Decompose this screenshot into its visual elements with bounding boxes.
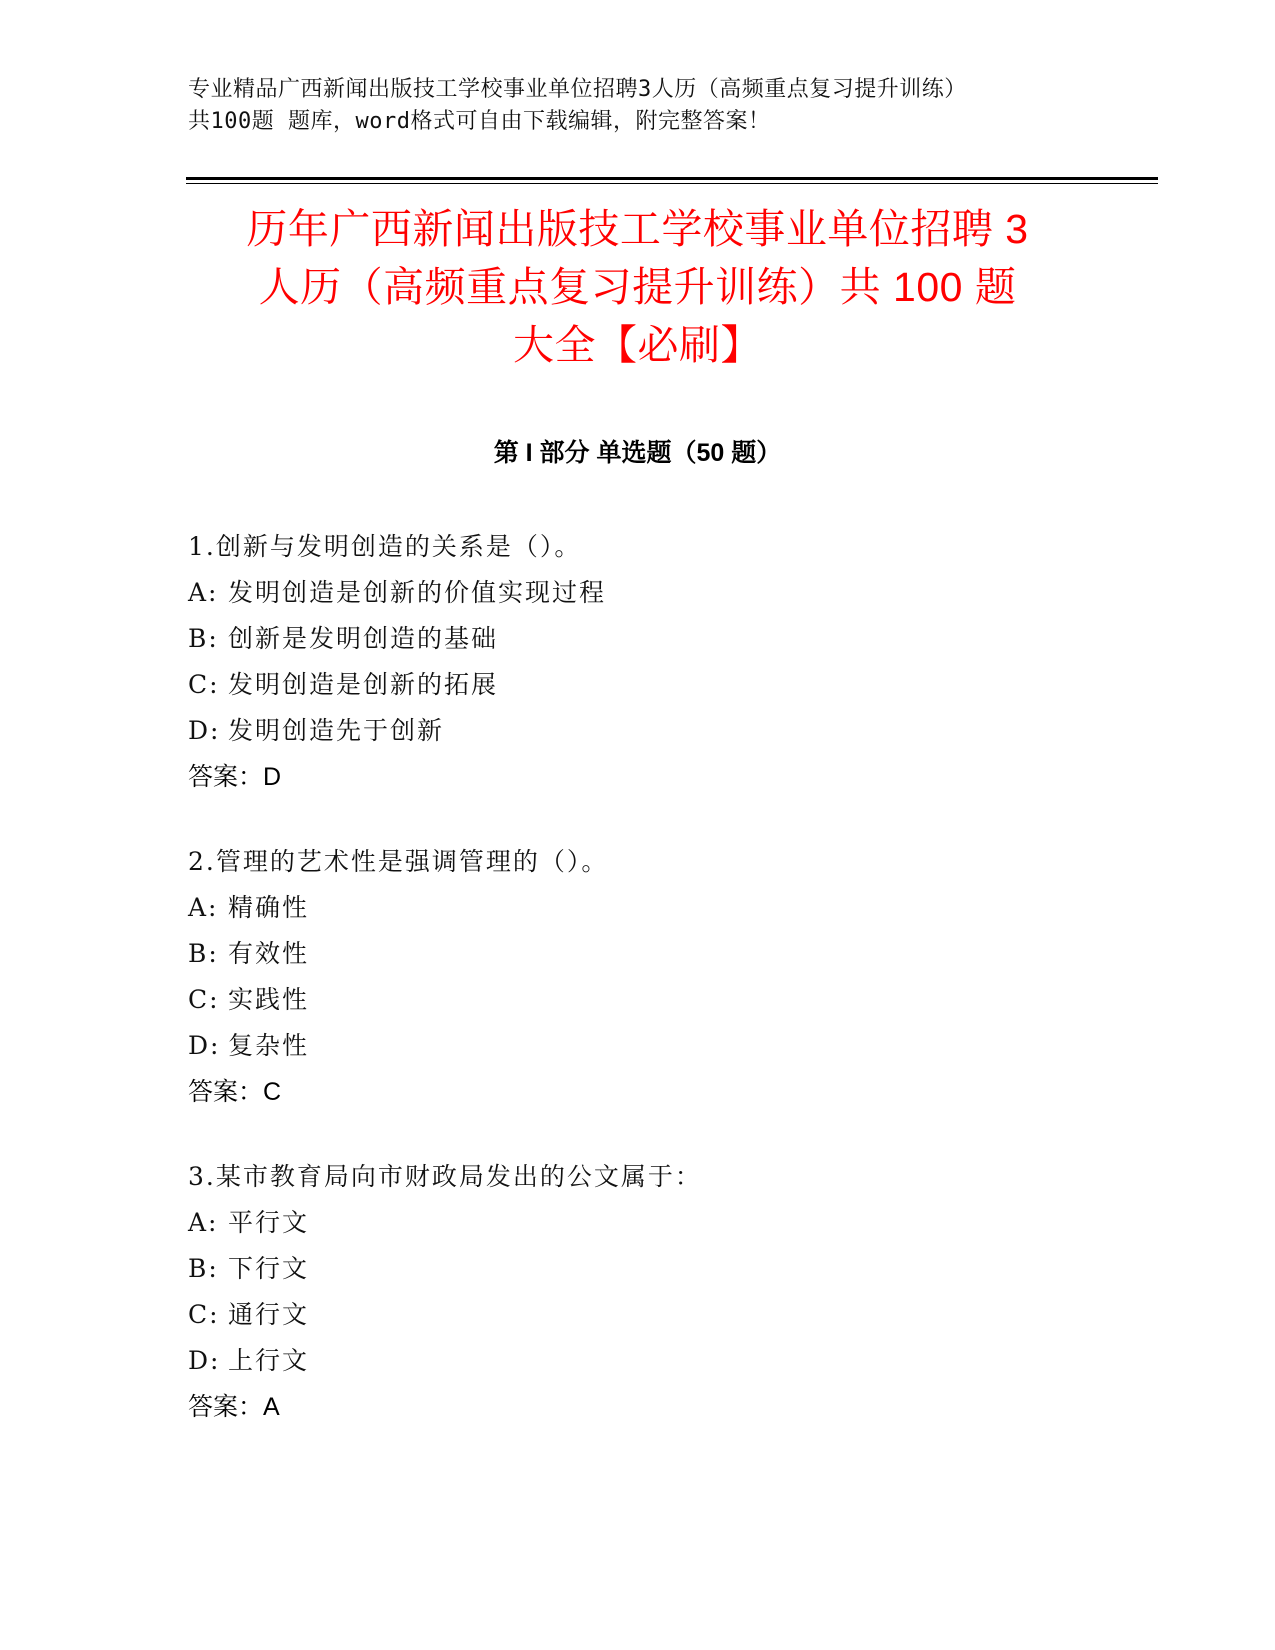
option-key: B: <box>188 1254 219 1283</box>
option-key: C: <box>188 670 220 699</box>
option-text: 发明创造先于创新 <box>228 716 445 745</box>
question-stem: 3.某市教育局向市财政局发出的公文属于： <box>188 1162 702 1191</box>
option-d <box>188 1338 1108 1384</box>
option-b <box>188 931 1108 977</box>
document-title-line-1: 历年广西新闻出版技工学校事业单位招聘 3 <box>246 206 1029 252</box>
option-key: C: <box>188 985 220 1014</box>
option-a <box>188 570 1108 616</box>
option-key: B: <box>188 624 219 653</box>
document-title <box>160 200 1115 374</box>
option-text: 发明创造是创新的价值实现过程 <box>228 578 607 607</box>
option-text: 发明创造是创新的拓展 <box>228 670 499 699</box>
question-3 <box>188 1154 1108 1430</box>
answer-line: 答案：C <box>188 1078 282 1106</box>
option-text: 精确性 <box>228 893 310 922</box>
question-1 <box>188 524 1108 800</box>
question-stem: 2.管理的艺术性是强调管理的（）。 <box>188 847 609 876</box>
option-key: D: <box>188 1346 221 1375</box>
option-text: 有效性 <box>228 939 310 968</box>
option-c <box>188 1292 1108 1338</box>
option-a <box>188 1200 1108 1246</box>
question-stem: 1.创新与发明创造的关系是（）。 <box>188 532 582 561</box>
section-heading: 第 I 部分 单选题（50 题） <box>493 439 782 467</box>
option-key: B: <box>188 939 219 968</box>
option-text: 复杂性 <box>228 1031 310 1060</box>
option-key: D: <box>188 1031 221 1060</box>
option-d <box>188 708 1108 754</box>
option-b <box>188 1246 1108 1292</box>
option-text: 上行文 <box>228 1346 310 1375</box>
document-title-line-3: 大全【必刷】 <box>513 322 762 368</box>
option-key: A: <box>188 893 219 922</box>
header-note-line-1: 专业精品广西新闻出版技工学校事业单位招聘3人历（高频重点复习提升训练） <box>188 77 967 102</box>
header-note <box>188 74 1088 138</box>
option-key: A: <box>188 1208 219 1237</box>
header-note-line-2: 共100题 题库，word格式可自由下载编辑，附完整答案！ <box>188 109 771 134</box>
option-key: C: <box>188 1300 220 1329</box>
option-text: 创新是发明创造的基础 <box>228 624 499 653</box>
option-text: 下行文 <box>228 1254 310 1283</box>
document-title-line-2: 人历（高频重点复习提升训练）共 100 题 <box>258 264 1017 310</box>
answer-line: 答案：A <box>188 1393 280 1421</box>
option-b <box>188 616 1108 662</box>
option-text: 通行文 <box>228 1300 310 1329</box>
option-d <box>188 1023 1108 1069</box>
question-2 <box>188 839 1108 1115</box>
option-text: 实践性 <box>228 985 310 1014</box>
header-divider-thick <box>186 177 1158 180</box>
option-key: D: <box>188 716 221 745</box>
header-divider-thin <box>186 183 1158 184</box>
option-c <box>188 662 1108 708</box>
option-a <box>188 885 1108 931</box>
option-text: 平行文 <box>228 1208 310 1237</box>
question-list <box>188 524 1108 1469</box>
option-key: A: <box>188 578 219 607</box>
option-c <box>188 977 1108 1023</box>
answer-line: 答案：D <box>188 763 282 791</box>
